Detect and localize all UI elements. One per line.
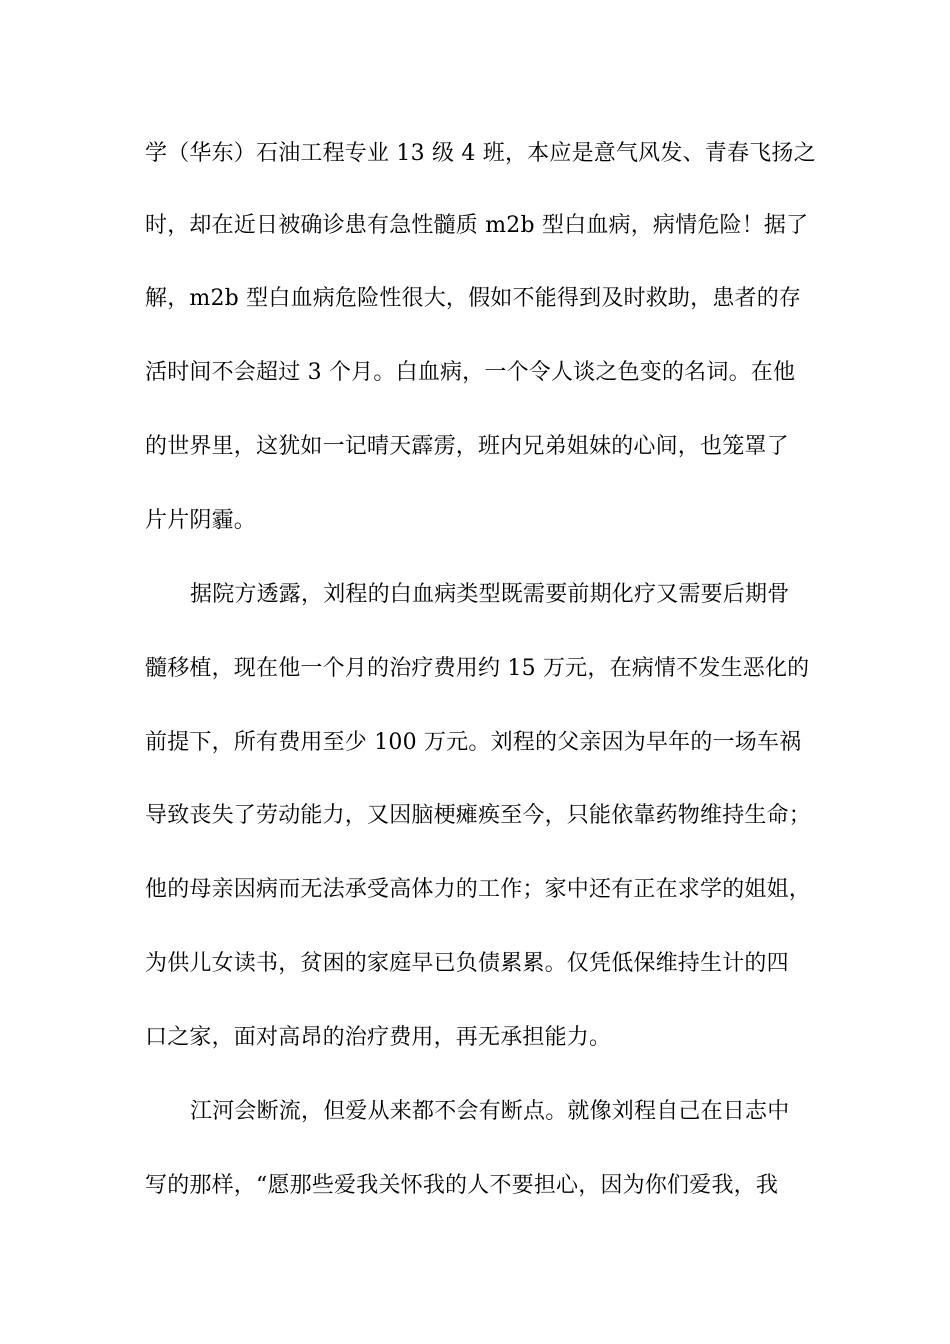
paragraph-1-line-6: 片片阴霾。 <box>145 508 257 533</box>
paragraph-1-line-2: 时，却在近日被确诊患有急性髓质 m2b 型白血病，病情危险！据了 <box>145 213 809 238</box>
paragraph-1-line-1: 学（华东）石油工程专业 13 级 4 班，本应是意气风发、青春飞扬之 <box>145 141 816 166</box>
paragraph-1-line-3: 解，m2b 型白血病危险性很大，假如不能得到及时救助，患者的存 <box>145 286 802 311</box>
paragraph-1-line-5: 的世界里，这犹如一记晴天霹雳，班内兄弟姐妹的心间，也笼罩了 <box>145 434 789 459</box>
paragraph-2-line-1: 据院方透露，刘程的白血病类型既需要前期化疗又需要后期骨 <box>190 582 790 607</box>
paragraph-2-line-7: 口之家，面对高昂的治疗费用，再无承担能力。 <box>145 1025 612 1050</box>
paragraph-2-line-2: 髓移植，现在他一个月的治疗费用约 15 万元，在病情不发生恶化的 <box>145 656 810 681</box>
paragraph-2-line-4: 导致丧失了劳动能力，又因脑梗瘫痪至今，只能依靠药物维持生命； <box>145 803 812 828</box>
paragraph-2-line-3: 前提下，所有费用至少 100 万元。刘程的父亲因为早年的一场车祸 <box>145 730 802 755</box>
paragraph-2-line-5: 他的母亲因病而无法承受高体力的工作；家中还有正在求学的姐姐， <box>145 877 812 902</box>
paragraph-2-line-6: 为供儿女读书，贫困的家庭早已负债累累。仅凭低保维持生计的四 <box>145 951 789 976</box>
paragraph-3-line-2: 写的那样，“愿那些爱我关怀我的人不要担心，因为你们爱我，我 <box>145 1173 779 1198</box>
paragraph-1-line-4: 活时间不会超过 3 个月。白血病，一个令人谈之色变的名词。在他 <box>145 360 796 385</box>
paragraph-3-line-1: 江河会断流，但爱从来都不会有断点。就像刘程自己在日志中 <box>190 1099 790 1124</box>
